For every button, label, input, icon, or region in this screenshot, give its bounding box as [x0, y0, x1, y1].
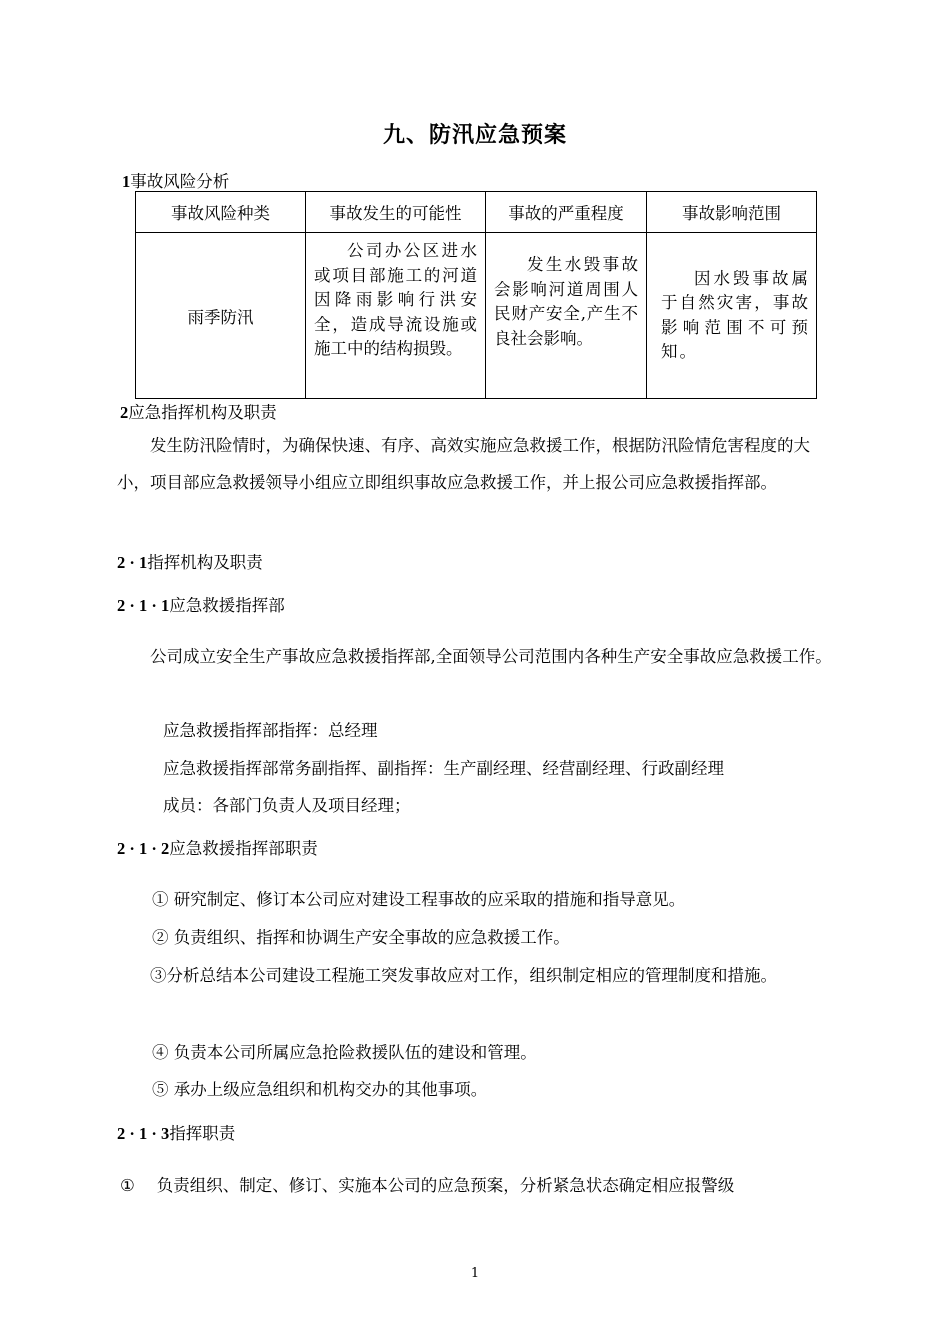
section-2-1-2-heading: [117, 836, 318, 862]
section-2-1-1-heading: [117, 593, 285, 619]
table-header: 事故影响范围: [647, 192, 817, 233]
duty-item: ② 负责组织、指挥和协调生产安全事故的应急救援工作。: [152, 928, 570, 947]
deputy-commander-line: 应急救援指挥部常务副指挥、副指挥：生产副经理、经营副经理、行政副经理: [163, 759, 724, 778]
section-title: 应急救援指挥部: [169, 596, 285, 615]
section-2-intro: 发生防汛险情时，为确保快速、有序、高效实施应急救援工作，根据防汛险情危害程度的大小，项目部应急救援领导小组应立即组织事故应急救援工作，并上报公司应急救援指挥部。: [117, 436, 810, 492]
table-header: 事故发生的可能性: [306, 192, 486, 233]
members-line: 成员：各部门负责人及项目经理；: [163, 796, 411, 815]
section-title: 应急指挥机构及职责: [128, 403, 277, 422]
risk-analysis-table: [135, 191, 817, 399]
item-text: 负责组织、制定、修订、实施本公司的应急预案，分析紧急状态确定相应报警级: [156, 1176, 735, 1195]
section-number: 2 · 1 · 3: [117, 1124, 170, 1143]
page-title: 九、防汛应急预案: [382, 123, 567, 148]
section-number: 2 · 1 · 1: [117, 596, 170, 615]
section-number: 2: [120, 403, 129, 422]
cell-text: 因水毁事故属于自然灾害，事故影响范围不可预知。: [661, 268, 810, 361]
section-2-1-heading: [117, 550, 263, 576]
command-duty-item: [120, 1173, 734, 1199]
table-cell-possibility: [306, 233, 486, 399]
section-title: 指挥机构及职责: [147, 553, 263, 572]
section-title: 应急救援指挥部职责: [169, 839, 318, 858]
cell-text: 发生水毁事故会影响河道周围人民财产安全,产生不良社会影响。: [494, 255, 638, 348]
duty-item: ③分析总结本公司建设工程施工突发事故应对工作，组织制定相应的管理制度和措施。: [150, 966, 777, 985]
page-number: 1: [470, 1266, 480, 1281]
duty-item: ⑤ 承办上级应急组织和机构交办的其他事项。: [152, 1080, 488, 1099]
section-title: 事故风险分析: [130, 172, 230, 191]
commander-line: 应急救援指挥部指挥：总经理: [163, 721, 378, 740]
table-header: 事故的严重程度: [486, 192, 647, 233]
section-number: 1: [122, 172, 131, 191]
section-2-1-1-paragraph: 公司成立安全生产事故应急救援指挥部,全面领导公司范围内各种生产安全事故应急救援工作。: [150, 647, 832, 666]
section-number: 2 · 1: [117, 553, 148, 572]
section-2-heading: [120, 400, 277, 426]
table-row: [136, 233, 817, 399]
section-2-1-3-heading: [117, 1121, 235, 1147]
table-cell-type: 雨季防汛: [136, 233, 306, 399]
section-title: 指挥职责: [169, 1124, 236, 1143]
table-cell-severity: [486, 233, 647, 399]
duty-item: ④ 负责本公司所属应急抢险救援队伍的建设和管理。: [152, 1043, 537, 1062]
table-cell-scope: [647, 233, 817, 399]
item-marker: ①: [120, 1176, 135, 1195]
table-header-row: [136, 192, 817, 233]
duty-item: ① 研究制定、修订本公司应对建设工程事故的应采取的措施和指导意见。: [152, 890, 686, 909]
cell-text: 公司办公区进水或项目部施工的河道因降雨影响行洪安全，造成导流设施或施工中的结构损毁。: [314, 241, 477, 358]
table-header: 事故风险种类: [136, 192, 306, 233]
section-number: 2 · 1 · 2: [117, 839, 170, 858]
